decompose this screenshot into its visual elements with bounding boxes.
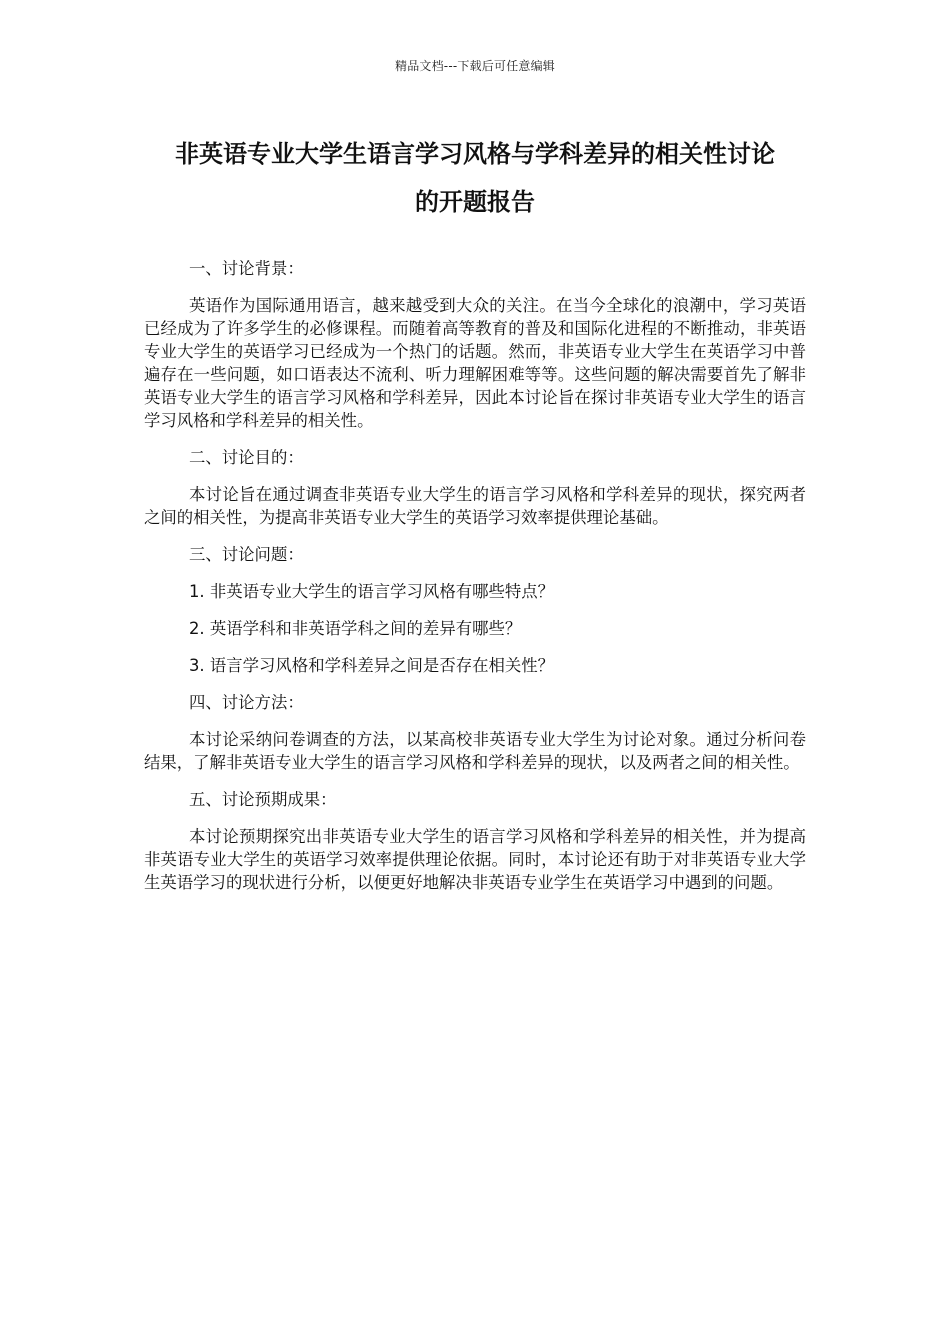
document-body [144, 257, 806, 894]
paragraph-background: 英语作为国际通用语言，越来越受到大众的关注。在当今全球化的浪潮中，学习英语已经成为了许多学生的必修课程。而随着高等教育的普及和国际化进程的不断推动，非英语专业大学生的英语学习已经成为一个热门的话题。然而，非英语专业大学生在英语学习中普遍存在一些问题，如口语表达不流利、听力理解困难等等。这些问题的解决需要首先了解非英语专业大学生的语言学习风格和学科差异，因此本讨论旨在探讨非英语专业大学生的语言学习风格和学科差异的相关性。 [144, 296, 806, 430]
section-heading-method: 四、讨论方法： [189, 693, 304, 712]
question-item-3: 3. 语言学习风格和学科差异之间是否存在相关性？ [189, 656, 555, 675]
title-line-1: 非英语专业大学生语言学习风格与学科差异的相关性讨论 [175, 140, 775, 168]
question-item-2: 2. 英语学科和非英语学科之间的差异有哪些？ [189, 619, 522, 638]
section-heading-outcomes: 五、讨论预期成果： [189, 790, 337, 809]
question-item-1: 1. 非英语专业大学生的语言学习风格有哪些特点？ [189, 582, 555, 601]
document-title [140, 130, 810, 226]
paragraph-method: 本讨论采纳问卷调查的方法，以某高校非英语专业大学生为讨论对象。通过分析问卷结果，了解非英语专业大学生的语言学习风格和学科差异的现状，以及两者之间的相关性。 [144, 730, 806, 772]
title-line-2: 的开题报告 [415, 188, 535, 216]
section-heading-questions: 三、讨论问题： [189, 545, 304, 564]
paragraph-outcomes: 本讨论预期探究出非英语专业大学生的语言学习风格和学科差异的相关性，并为提高非英语专业大学生的英语学习效率提供理论依据。同时，本讨论还有助于对非英语专业大学生英语学习的现状进行分析，以便更好地解决非英语专业学生在英语学习中遇到的问题。 [144, 827, 806, 892]
section-heading-background: 一、讨论背景： [189, 259, 304, 278]
section-heading-purpose: 二、讨论目的： [189, 448, 304, 467]
paragraph-purpose: 本讨论旨在通过调查非英语专业大学生的语言学习风格和学科差异的现状，探究两者之间的相关性，为提高非英语专业大学生的英语学习效率提供理论基础。 [144, 485, 806, 527]
page-header: 精品文档---下载后可任意编辑 [395, 59, 555, 73]
